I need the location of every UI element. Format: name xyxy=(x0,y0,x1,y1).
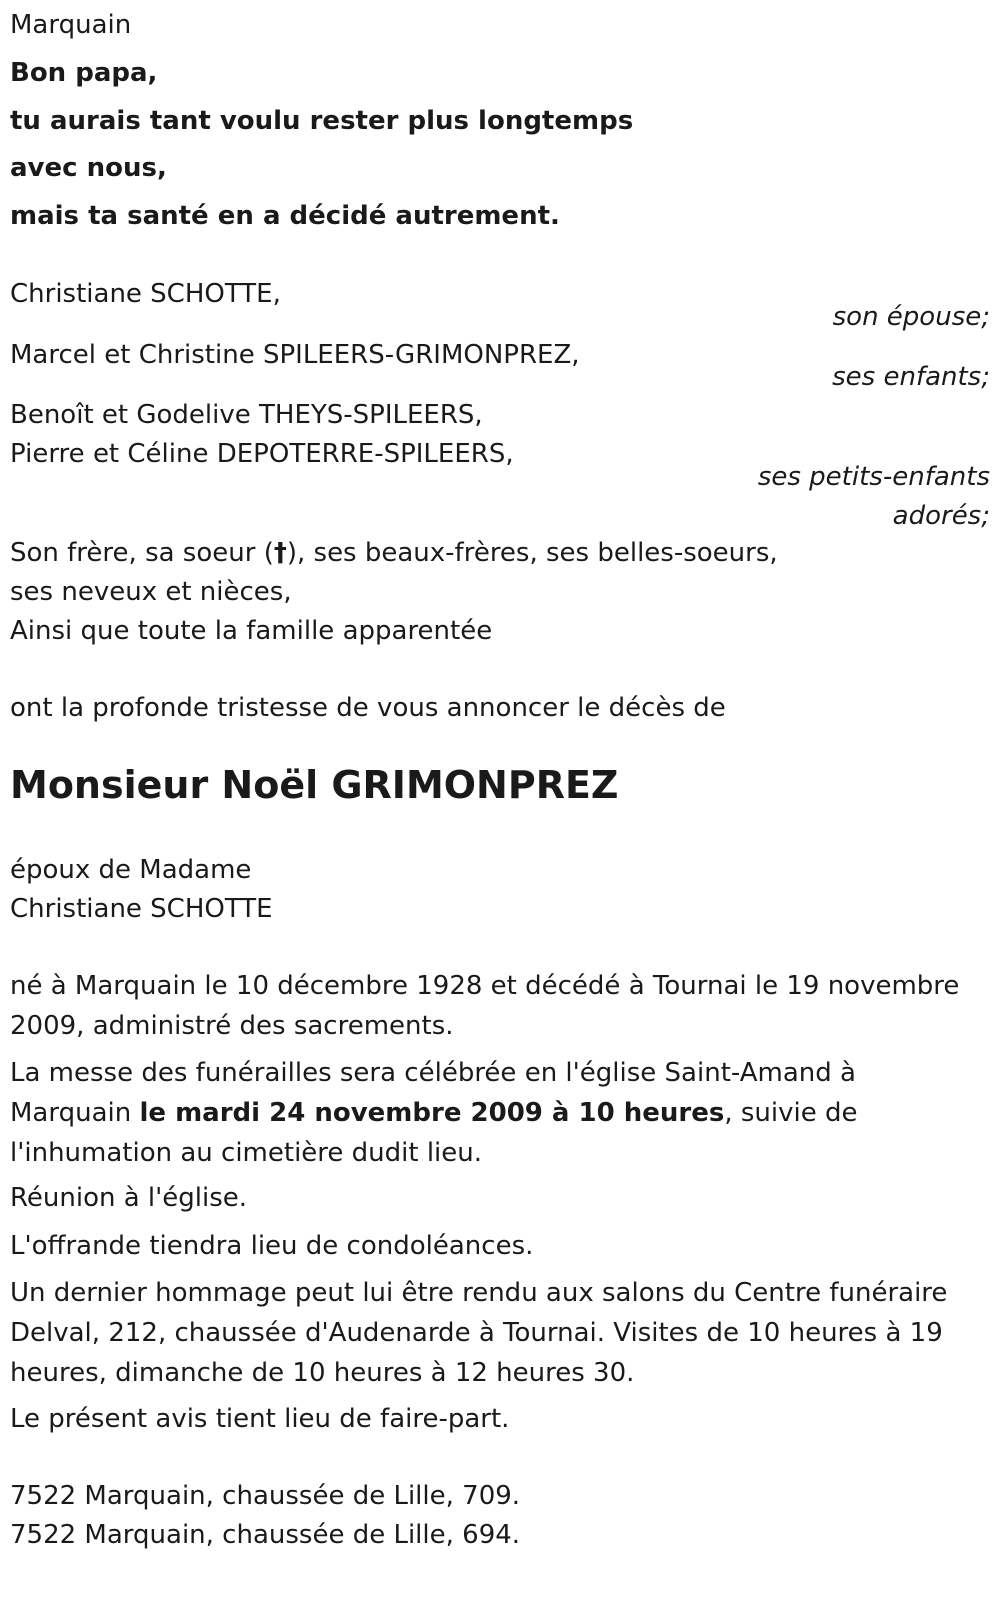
place-header: Marquain xyxy=(10,10,132,40)
spouse-name: Christiane SCHOTTE, xyxy=(10,279,281,309)
address-line-1: 7522 Marquain, chaussée de Lille, 709. xyxy=(10,1481,521,1511)
cross-icon: † xyxy=(273,538,287,568)
deceased-name: Monsieur Noël GRIMONPREZ xyxy=(10,763,619,807)
funeral-date: le mardi 24 novembre 2009 à 10 heures xyxy=(139,1098,725,1128)
birth-death-paragraph: né à Marquain le 10 décembre 1928 et décédé à Tournai le 19 novembre 2009, administré des sacrements. xyxy=(10,971,960,1041)
grandchildren-role-2: adorés; xyxy=(892,501,990,531)
grandchildren-line-2: Pierre et Céline DEPOTERRE-SPILEERS, xyxy=(10,439,514,469)
siblings-before: Son frère, sa soeur ( xyxy=(10,538,274,568)
poem-line-4: mais ta santé en a décidé autrement. xyxy=(10,201,560,231)
poem-line-2: tu aurais tant voulu rester plus longtemps xyxy=(10,106,634,136)
meeting-paragraph: Réunion à l'église. xyxy=(10,1183,248,1213)
nephews-line: ses neveux et nièces, xyxy=(10,577,292,607)
siblings-after: ), ses beaux-frères, ses belles-soeurs, xyxy=(286,538,778,568)
notice-paragraph: Le présent avis tient lieu de faire-part. xyxy=(10,1404,510,1434)
funeral-paragraph xyxy=(10,1053,985,1173)
grandchildren-line-1: Benoît et Godelive THEYS-SPILEERS, xyxy=(10,400,483,430)
poem-line-1: Bon papa, xyxy=(10,58,158,88)
offering-paragraph: L'offrande tiendra lieu de condoléances. xyxy=(10,1231,534,1261)
children-role: ses enfants; xyxy=(832,362,990,392)
children-names: Marcel et Christine SPILEERS-GRIMONPREZ, xyxy=(10,340,580,370)
spouse-role: son épouse; xyxy=(832,302,990,332)
extended-family-line: Ainsi que toute la famille apparentée xyxy=(10,616,493,646)
funeral-text-before: La messe des funérailles sera célébrée en l'église Saint-Amand à Marquain xyxy=(10,1058,856,1128)
funeral-text-after: , suivie de l'inhumation au cimetière dudit lieu. xyxy=(10,1098,858,1168)
poem-line-3: avec nous, xyxy=(10,153,167,183)
spouse-line-2: Christiane SCHOTTE xyxy=(10,894,273,924)
homage-paragraph: Un dernier hommage peut lui être rendu aux salons du Centre funéraire Delval, 212, chaussée d'Audenarde à Tournai. Visites de 10 heures à 19 heures, dimanche de 10 heures à 12 heures 30. xyxy=(10,1278,948,1388)
grandchildren-role-1: ses petits-enfants xyxy=(757,462,990,492)
announcement: ont la profonde tristesse de vous annoncer le décès de xyxy=(10,693,726,723)
address-line-2: 7522 Marquain, chaussée de Lille, 694. xyxy=(10,1520,521,1550)
spouse-line-1: époux de Madame xyxy=(10,855,252,885)
siblings-line xyxy=(10,533,778,573)
